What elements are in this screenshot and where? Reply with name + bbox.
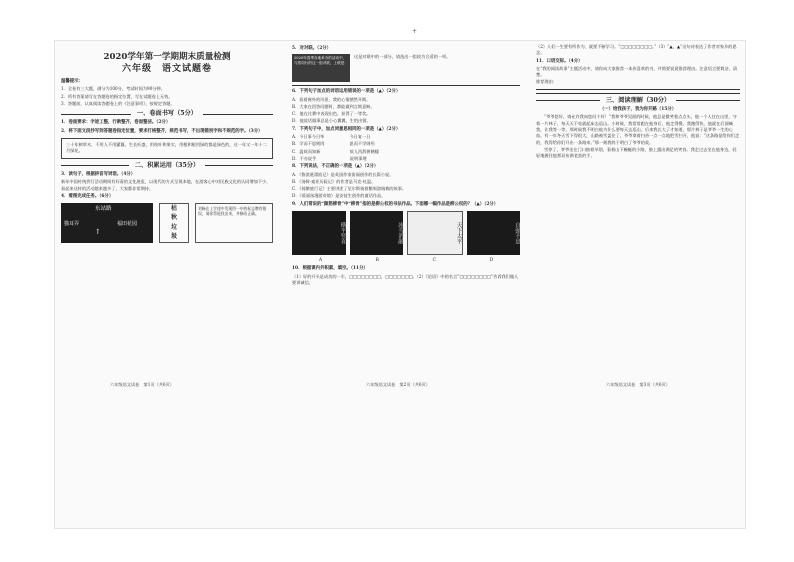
calligraphy-labels: [292, 258, 520, 264]
option: B．大家在回答问题时，都能做到言简意赅。: [292, 103, 375, 109]
section-heading-1: 一、卷面书写（5分）: [61, 111, 273, 117]
option-label: C: [432, 258, 436, 264]
character: 枯: [170, 204, 177, 212]
question-10-text: （1）好的开头是成功的一半，□□□□□□□□，□□□□□□□。（2）《论语》中的名言“□□□□□□□□”告诉我们做人要讲诚信。: [292, 273, 519, 285]
answer-line: [536, 93, 740, 94]
reading-paragraph: 雪停了，爷爷坐在门口抽着旱烟，看着山下蜿蜒的小路，脸上露出满足的笑容。我走过去坐在他身边，轻轻地握住他那双布满老茧的手。: [536, 146, 737, 159]
tip-item: 2．所有答案请写在答题卷的指定位置，写在试题卷上无效。: [61, 93, 173, 99]
question-8: 8．下列说法，不正确的一项是（▲）（2分）: [292, 164, 379, 170]
option: B．《汤姆·索亚历险记》的作者是马克·吐温。: [292, 178, 376, 184]
exam-year-title: 2020学年第一学期期末质量检测: [103, 52, 231, 62]
road-sign-main: 东站路: [95, 206, 112, 213]
sign-caption: 刘畅在上学途中发现图一中的标志牌有错误，请你帮他找出来，并修改正确。: [195, 203, 273, 243]
question-2: 2．将下面文段抄写到答题卷指定位置，要求打格整齐，规范书写，不出现错别字和不规范的字。（3分）: [61, 128, 263, 134]
road-sign-right: 福田花园: [117, 221, 138, 228]
calligraphy-options: [292, 211, 520, 255]
divider: [292, 85, 520, 86]
option-label: A: [318, 258, 322, 264]
question-7: 7．下列句子中，加点词意思相同的一项是（▲）（2分）: [292, 126, 401, 132]
option-label: B: [375, 258, 379, 264]
option: A．看着窗外的风景，我的心情豁然开朗。: [292, 96, 371, 102]
question-4: 4．看图完成任务。（6分）: [61, 193, 114, 199]
question-3-text: 新年中国传统赏灯活动期间有好看的文化展览，以现代的方式呈现本地，在游客心中对民族文化的认同增加不少，看起来这样的活动越来越多了，大家都非常期待。: [61, 179, 271, 191]
question-11: 11．口语交际。（4分）: [536, 58, 583, 64]
question-1: 1．卷面要求：字迹工整，行款整齐，卷面整洁。（2分）: [61, 120, 171, 126]
road-sign-image: [61, 203, 153, 243]
question-11-text: 在“我的阅读故事”主题活动中，请你向大家推荐一本你喜欢的书，并简要说说推荐理由。注意语言要简洁、清楚。: [536, 65, 738, 78]
page-column-3: [536, 44, 740, 384]
option: D．不亦说乎 说明事理: [292, 155, 367, 161]
option: A．今日事今日毕 今日复一日: [292, 134, 371, 140]
question-9: 9．人们常说的“颜筋柳骨”中“柳骨”指的是柳公权的书法作品。下面哪一幅作品是柳公权的？（▲）（2分）: [292, 201, 499, 207]
option: C．他在比赛中表现出色，获得了一等奖。: [292, 111, 371, 117]
question-6: 6．下列句子加点的词语运用错误的一项是（▲）（2分）: [292, 89, 401, 95]
arrow-up-icon: ↑: [95, 228, 101, 237]
answer-label: 推荐理由：: [536, 79, 557, 85]
option-label: D: [489, 258, 494, 264]
tip-item: 3．答题前，认真阅读答题卷上的《注意事项》，按规定答题。: [61, 100, 175, 106]
calligraphy-sample: 天下太平: [407, 211, 463, 255]
character: 秋: [170, 214, 177, 222]
option: D．他说话做事总是小心翼翼，生怕出错。: [292, 118, 371, 124]
tips-title: 温馨提示：: [61, 79, 83, 84]
calligraphy-sample: 冰雪消融: [350, 211, 404, 255]
character: 垃: [170, 223, 177, 231]
reading-paragraph: “爷爷您好，请允许我向您问个好！”我和爷爷见面的时候，他总是微笑着点点头，他一个人住在山里，守着一片林子，每天天不亮就起床去巡山。小时候，我常常跟在他身后，他走得慢，我跑得快，他就在后面喊我，让我等一等。那时候我不明白他为什么要每天去巡山，后来我长大了才知道，那片林子是爷爷一生的心血。有一年冬天雪下得很大，山路被雪盖住了，爷爷拿着扫帚一点一点地把雪扫开，他说：“这条路是给你们走的，我得给你们开出一条路来。”那一刻我终于明白了爷爷的爱。: [536, 114, 740, 145]
poster-image: 2020年春季各地举办的活动中，与你同行的这一组对联，上联是：: [292, 54, 350, 82]
sign-figure: [61, 203, 273, 243]
reading-title: （一）给我孩子，我为你开路（15分）: [599, 107, 677, 113]
character: 圾: [170, 233, 177, 241]
characters-figure: [159, 203, 189, 243]
section-heading-3: 三、阅读理解（30分）: [536, 98, 740, 104]
page-column-1: [61, 44, 273, 374]
answer-line: [536, 89, 740, 90]
question-10-continued: （2）人们一生要有所作为，就要不断学习。“□□□□□□□□。”（3）“▲，▲”这句诗表达了作者对家乡的思念。: [536, 44, 737, 56]
section-heading-2: 二、积累运用（35分）: [61, 163, 273, 169]
exam-grade-title: 六年级 语文试题卷: [121, 64, 212, 74]
question-5: 5．对对联。（2分）: [292, 46, 332, 51]
binding-mark: +: [412, 28, 418, 35]
option: C．《骑鹅旅行记》主要讲述了尼尔斯骑着鹅周游瑞典的故事。: [292, 186, 407, 192]
poster-figure: [292, 54, 520, 82]
page-footer-1: 六年级语文试卷 第1页（共6页）: [110, 382, 174, 387]
calligraphy-sample: 自强不息: [467, 211, 521, 255]
option: A．《鲁滨逊漂流记》是英国作家笛福创作的长篇小说。: [292, 171, 394, 177]
tip-item: 1．全卷有三大题，满分为100分，考试时间为90分钟。: [61, 86, 165, 92]
copy-text-box: 三十年树草木，不用人不用灌溉，生长旺盛，用枝叶和果实，用根和根用绿的都是绿色的，这一年又一年十二月绿花。: [61, 138, 273, 159]
road-sign-left: 猫耳弄: [64, 221, 80, 228]
calligraphy-sample: 横平竖直: [292, 211, 346, 255]
page-column-2: [292, 44, 520, 394]
option: C．温故而知新 故人西辞黄鹤楼: [292, 148, 379, 154]
poster-side-text: 这是对联中的一部分，请选出一组较为合适的一项。: [354, 54, 451, 60]
option: D．《爱丽丝漫游奇境》是安徒生创作的童话作品。: [292, 193, 386, 199]
question-3: 3．读句子，根据拼音写词语。（4分）: [61, 171, 136, 177]
option: B．学而不思则罔 思而不学则殆: [292, 141, 375, 147]
page-footer-3: 六年级语文试卷 第3页（共6页）: [606, 382, 670, 387]
page-footer-2: 六年级语文试卷 第2页（共6页）: [366, 382, 430, 387]
question-10: 10．根据课内外积累，填空。（11分）: [292, 266, 368, 272]
